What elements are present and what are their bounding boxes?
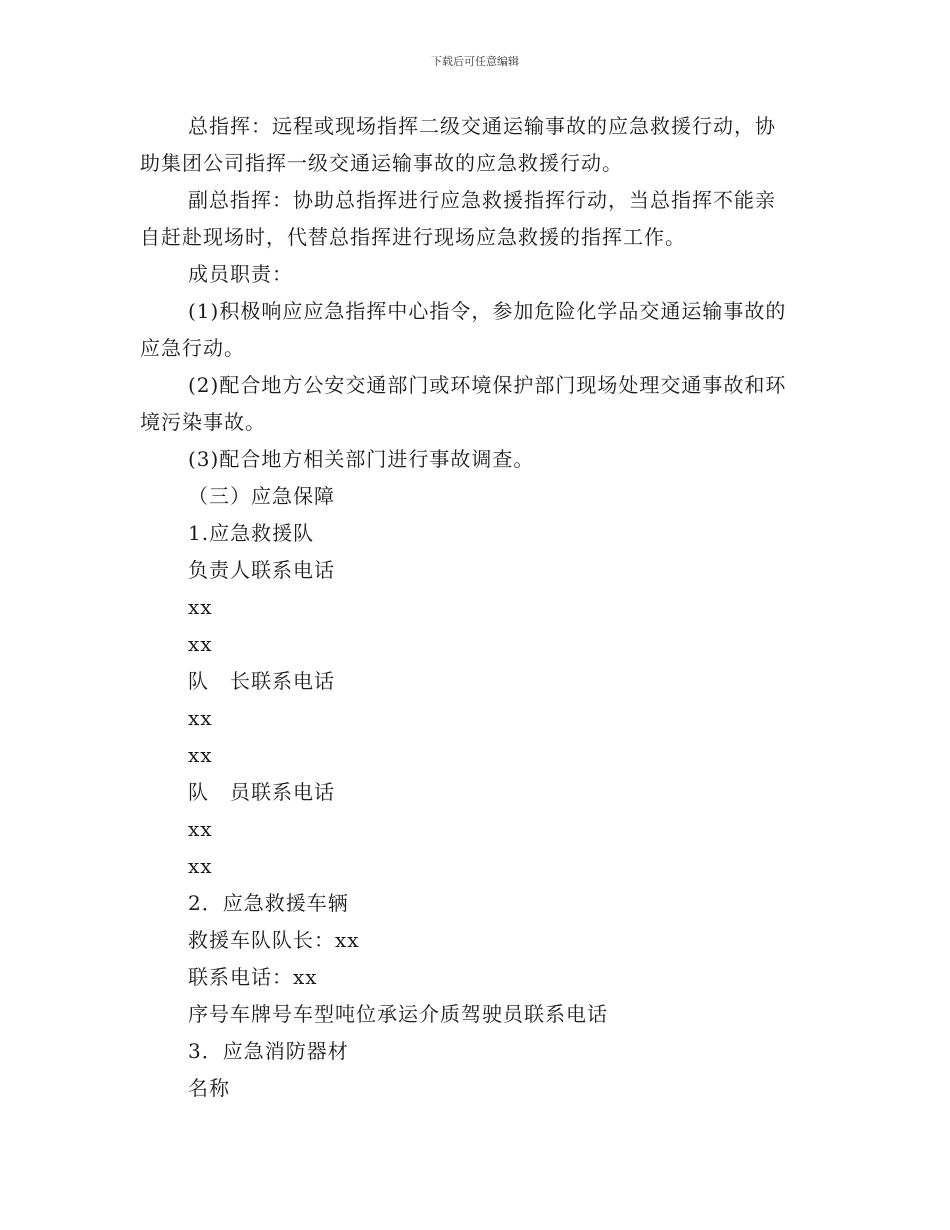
paragraph-line: (1)积极响应应急指挥中心指令，参加危险化学品交通运输事故的 — [188, 299, 787, 323]
section-heading: （三）应急保障 — [188, 484, 335, 508]
subsection-heading: 1.应急救援队 — [188, 521, 315, 545]
paragraph-line: 自赶赴现场时，代替总指挥进行现场应急救援的指挥工作。 — [140, 225, 686, 249]
paragraph-line: 成员职责： — [188, 262, 293, 286]
paragraph-line: 境污染事故。 — [140, 410, 266, 434]
paragraph-line: xx — [188, 632, 213, 656]
paragraph-line: 名称 — [188, 1076, 230, 1100]
paragraph-line: 应急行动。 — [140, 336, 245, 360]
page-header: 下载后可任意编辑 — [431, 55, 519, 68]
paragraph-line: 救援车队队长：xx — [188, 928, 360, 952]
paragraph-line: xx — [188, 743, 213, 767]
paragraph-line: xx — [188, 854, 213, 878]
paragraph-line: 队 员联系电话 — [188, 780, 335, 804]
paragraph-line: xx — [188, 817, 213, 841]
paragraph-line: xx — [188, 706, 213, 730]
paragraph-line: 队 长联系电话 — [188, 669, 335, 693]
paragraph-line: 助集团公司指挥一级交通运输事故的应急救援行动。 — [140, 151, 623, 175]
paragraph-line: (3)配合地方相关部门进行事故调查。 — [188, 447, 535, 471]
document-body — [140, 108, 810, 1107]
paragraph-line: 联系电话：xx — [188, 965, 318, 989]
paragraph-line: (2)配合地方公安交通部门或环境保护部门现场处理交通事故和环 — [188, 373, 787, 397]
paragraph-line: 负责人联系电话 — [188, 558, 335, 582]
paragraph-line: 副总指挥：协助总指挥进行应急救援指挥行动，当总指挥不能亲 — [188, 188, 776, 212]
paragraph-line: 总指挥：远程或现场指挥二级交通运输事故的应急救援行动，协 — [188, 114, 776, 138]
paragraph-line: 序号车牌号车型吨位承运介质驾驶员联系电话 — [188, 1002, 608, 1026]
subsection-heading: 3．应急消防器材 — [188, 1039, 349, 1063]
paragraph-line: xx — [188, 595, 213, 619]
subsection-heading: 2．应急救援车辆 — [188, 891, 349, 915]
